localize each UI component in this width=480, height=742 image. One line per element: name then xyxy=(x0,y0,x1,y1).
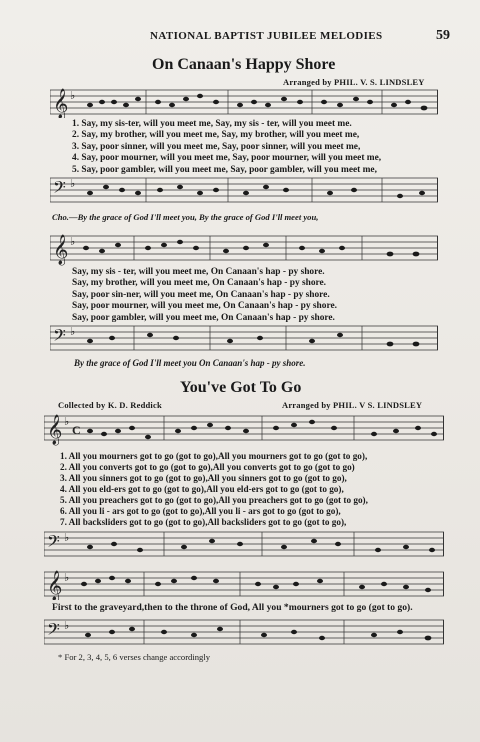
svg-text:𝄞: 𝄞 xyxy=(47,571,63,600)
song2-bass-staff-1 xyxy=(44,528,444,562)
svg-text:C: C xyxy=(72,423,81,437)
svg-text:♭: ♭ xyxy=(64,416,70,428)
song2-title: You've Got To Go xyxy=(180,379,302,396)
verse-line: 7. All backsliders got to go (got to go),All backsliders got to go (got to go), xyxy=(60,517,347,527)
verse-line: 2. Say, my brother, will you meet me, Say, my brother, will you meet me, xyxy=(72,130,360,141)
svg-text:♭: ♭ xyxy=(70,178,76,190)
refrain-line: Say, poor gambler, will you meet me, On Canaan's hap - py shore. xyxy=(72,312,335,323)
song1-title: On Canaan's Happy Shore xyxy=(152,56,336,73)
verse-line: 4. All you eld-ers got to go (got to go),All you eld-ers got to go (got to go), xyxy=(60,484,344,494)
svg-text:♭: ♭ xyxy=(70,236,76,248)
verse-line: 3. All you sinners got to go (got to go),All you sinners got to go (got to go), xyxy=(60,473,347,483)
svg-text:♭: ♭ xyxy=(70,326,76,338)
song2-arranger: Arranged by PHIL. V S. LINDSLEY xyxy=(282,400,423,410)
svg-text:♭: ♭ xyxy=(64,572,70,584)
book-title: NATIONAL BAPTIST JUBILEE MELODIES xyxy=(150,30,383,42)
verse-line: 5. Say, poor gambler, will you meet me, Say, poor gambler, will you meet me, xyxy=(72,164,377,175)
svg-text:𝄢: 𝄢 xyxy=(47,619,60,643)
song1-treble-staff-1 xyxy=(50,84,438,118)
song2-treble-staff-1 xyxy=(44,408,444,448)
song1-treble-staff-2 xyxy=(50,230,438,266)
song1-refrain xyxy=(72,267,337,324)
song1-refrain-bass: By the grace of God I'll meet you On Canaan's hap - py shore. xyxy=(74,358,306,368)
refrain-line: Say, poor sin-ner, will you meet me, On Canaan's hap - py shore. xyxy=(72,289,330,300)
svg-text:𝄢: 𝄢 xyxy=(53,177,66,201)
page-number: 59 xyxy=(436,28,450,43)
svg-text:𝄞: 𝄞 xyxy=(53,89,69,118)
song2-chorus-line: First to the graveyard,then to the throne of God, All you *mourners got to go (got to go). xyxy=(52,602,413,613)
chorus-bass-text: By the grace of God I'll meet you, By the grace of God I'll meet you, xyxy=(77,212,319,222)
song1-chorus-cue xyxy=(52,212,318,222)
svg-text:♭: ♭ xyxy=(64,620,70,632)
song2-verses xyxy=(60,451,368,528)
song1-verses xyxy=(72,119,381,176)
song2-collector: Collected by K. D. Reddick xyxy=(58,400,162,410)
song1-bass-staff-1 xyxy=(50,174,438,208)
song2-bass-staff-2 xyxy=(44,616,444,650)
svg-text:♭: ♭ xyxy=(70,90,76,102)
verse-line: 5. All you preachers got to go (got to go),All you preachers got to go (got to go), xyxy=(60,495,368,505)
verse-line: 3. Say, poor sinner, will you meet me, Say, poor sinner, will you meet me, xyxy=(72,141,361,152)
song1-bass-staff-2 xyxy=(50,322,438,356)
song2-footnote: * For 2, 3, 4, 5, 6 verses change accordingly xyxy=(58,652,211,662)
svg-text:𝄞: 𝄞 xyxy=(47,415,63,445)
verse-line: 6. All you li - ars got to go (got to go),All you li - ars got to go (got to go), xyxy=(60,506,341,516)
svg-text:♭: ♭ xyxy=(64,532,70,544)
svg-text:𝄢: 𝄢 xyxy=(53,325,66,349)
verse-line: 4. Say, poor mourner, will you meet me, Say, poor mourner, will you meet me, xyxy=(72,153,382,164)
verse-line: 1. All you mourners got to go (got to go),All you mourners got to go (got to go), xyxy=(60,451,368,461)
song2-treble-staff-2 xyxy=(44,566,444,600)
refrain-line: Say, my sis - ter, will you meet me, On Canaan's hap - py shore. xyxy=(72,267,325,277)
refrain-line: Say, my brother, will you meet me, On Canaan's hap - py shore. xyxy=(72,278,327,289)
verse-line: 1. Say, my sis-ter, will you meet me, Say, my sis - ter, will you meet me. xyxy=(72,119,352,129)
chorus-label: Cho.— xyxy=(52,212,78,222)
svg-text:𝄞: 𝄞 xyxy=(53,235,69,265)
refrain-line: Say, poor mourner, will you meet me, On Canaan's hap - py shore. xyxy=(72,301,337,312)
svg-text:𝄢: 𝄢 xyxy=(47,531,60,555)
song1-arranger: Arranged by PHIL. V. S. LINDSLEY xyxy=(283,77,425,87)
verse-line: 2. All you converts got to go (got to go),All you converts got to go (got to go) xyxy=(60,462,355,472)
